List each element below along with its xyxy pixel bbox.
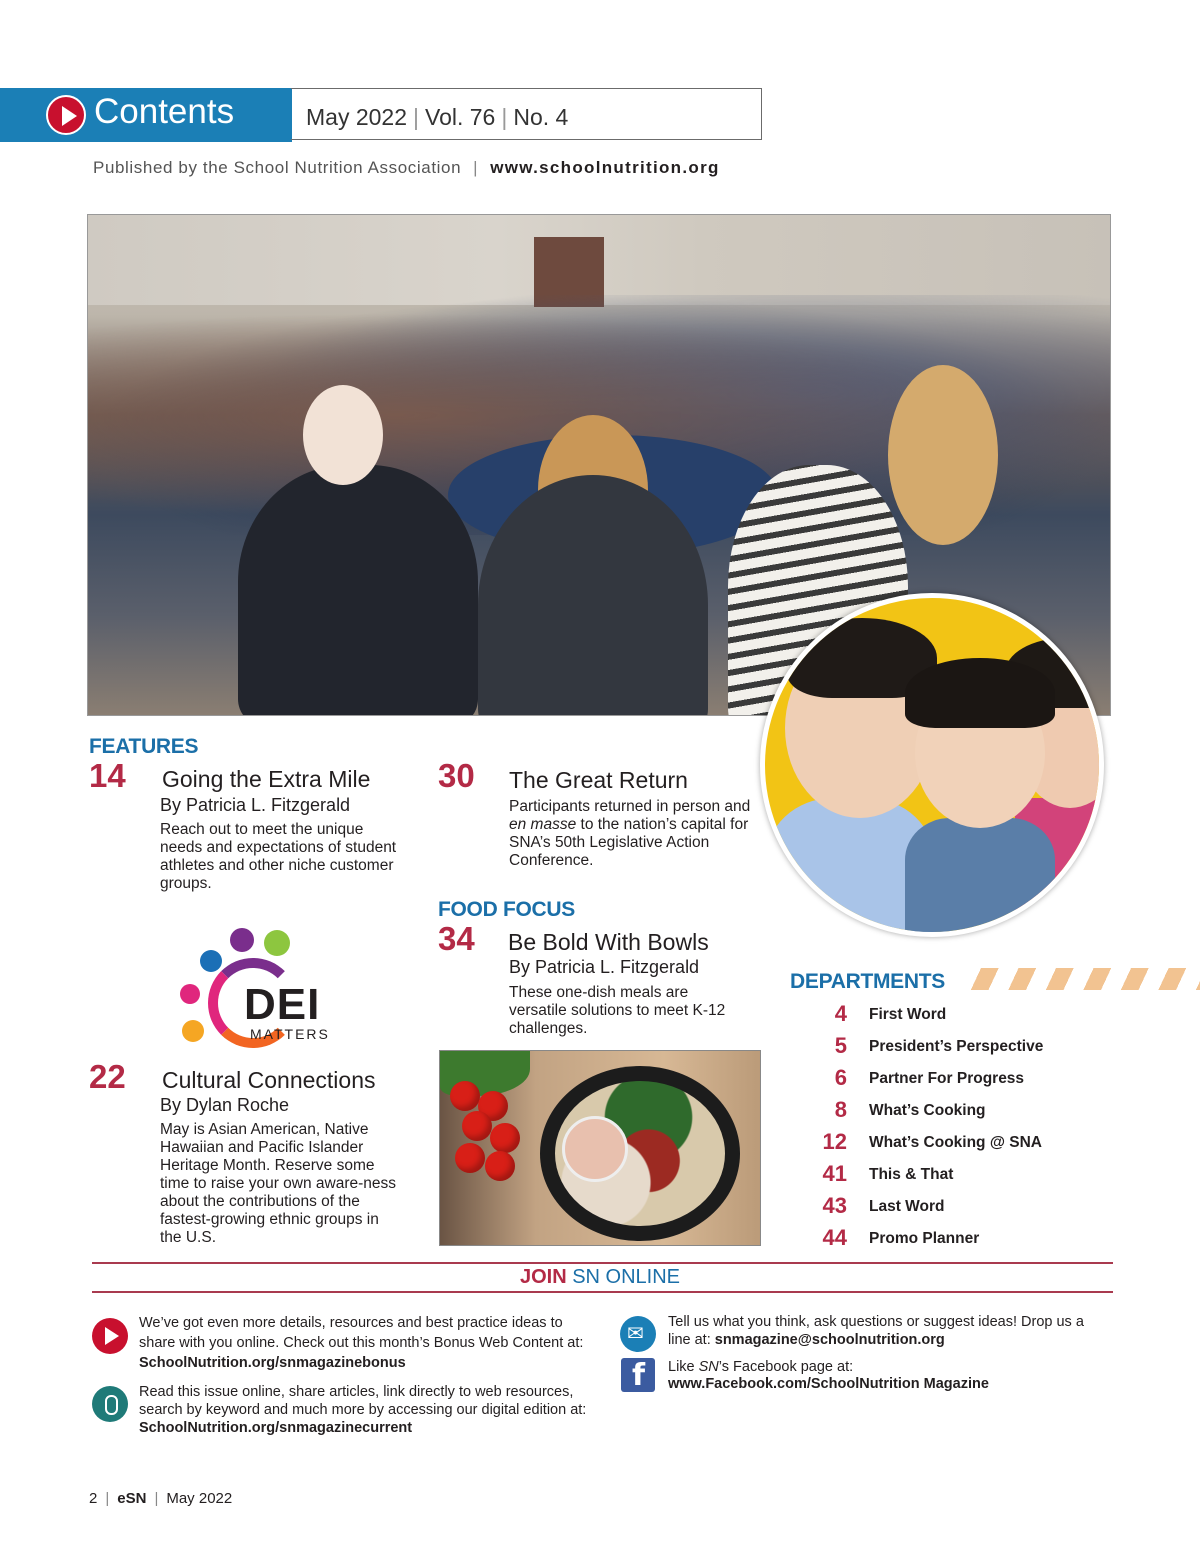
bowl-photo [439,1050,761,1246]
divider-top [92,1262,1113,1264]
food-focus-description: These one-dish meals are versatile solutions to meet K-12 challenges. [509,984,726,1037]
mail-icon [620,1316,656,1352]
issue-info: May 2022 | Vol. 76 | No. 4 [306,104,569,130]
feature-page-number: 22 [89,1058,126,1095]
publisher: Published by the School Nutrition Association [93,158,462,177]
department-item[interactable]: Promo Planner [869,1230,980,1247]
facebook-icon [621,1358,655,1392]
feature-page-number: 14 [89,757,126,794]
dei-logo-subtext: MATTERS [250,1026,330,1042]
department-page-number: 8 [834,1097,847,1122]
features-heading: FEATURES [89,735,199,758]
decorative-stripes [970,968,1200,990]
bonus-url-link[interactable]: SchoolNutrition.org/snmagazinebonus [139,1355,406,1371]
department-page-number: 12 [822,1129,847,1154]
feature-description: Participants returned in person and en masse to the nation’s capital for SNA’s 50th Legislative Action Conference. [509,798,751,869]
department-item[interactable]: What’s Cooking @ SNA [869,1134,1042,1151]
department-item[interactable]: This & That [869,1166,954,1183]
publisher-line: Published by the School Nutrition Association | www.schoolnutrition.org [93,158,720,177]
facebook-note: Like SN’s Facebook page at: www.Facebook.com/SchoolNutrition Magazine [668,1359,989,1392]
website-link[interactable]: www.schoolnutrition.org [490,158,720,177]
feature-title[interactable]: Going the Extra Mile [162,766,371,792]
page-footer: 2 | eSN | May 2022 [89,1490,233,1507]
food-focus-byline: By Patricia L. Fitzgerald [509,957,700,977]
food-focus-page-number: 34 [438,920,475,957]
department-page-number: 6 [834,1065,847,1090]
feature-byline: By Dylan Roche [160,1095,290,1115]
department-page-number: 4 [834,1001,847,1026]
food-focus-title[interactable]: Be Bold With Bowls [508,929,709,955]
digital-url-link[interactable]: SchoolNutrition.org/snmagazinecurrent [139,1420,413,1436]
department-item[interactable]: First Word [869,1006,947,1023]
play-icon [92,1318,128,1354]
dei-matters-logo [178,924,338,1056]
issue-number: No. 4 [513,104,569,130]
department-item[interactable]: What’s Cooking [869,1102,986,1119]
department-page-number: 43 [822,1193,847,1218]
digital-edition-note: Read this issue online, share articles, link directly to web resources, search by keyword and much more by accessing our digital edition at: SchoolNutrition.org/snmagazinecurrent [139,1384,587,1436]
feature-page-number: 30 [438,757,475,794]
department-item[interactable]: Partner For Progress [869,1070,1025,1087]
email-link[interactable]: snmagazine@schoolnutrition.org [714,1332,945,1348]
page-title: Contents [94,92,235,131]
join-sn-online-heading: JOIN SN ONLINE [519,1266,681,1288]
department-page-number: 5 [834,1033,847,1058]
feature-description: Reach out to meet the unique needs and expectations of student athletes and other niche customer groups. [160,821,397,892]
departments-heading: DEPARTMENTS [790,970,945,993]
footer-date: May 2022 [166,1490,233,1507]
issue-date: May 2022 [306,104,408,130]
dei-logo-text: DEI [244,980,321,1029]
footer-page-number: 2 [89,1490,98,1507]
facebook-link[interactable]: www.Facebook.com/SchoolNutrition Magazine [668,1376,989,1392]
food-focus-heading: FOOD FOCUS [438,898,575,921]
department-item[interactable]: Last Word [869,1198,945,1215]
feature-title[interactable]: Cultural Connections [162,1067,376,1093]
feature-byline: By Patricia L. Fitzgerald [160,795,351,815]
play-icon [46,95,86,135]
divider-bottom [92,1291,1113,1293]
children-photo [760,593,1104,937]
department-page-number: 44 [822,1225,847,1250]
mouse-icon [92,1386,128,1422]
department-item[interactable]: President’s Perspective [869,1038,1044,1055]
feature-title[interactable]: The Great Return [509,767,688,793]
footer-magazine: eSN [117,1490,147,1507]
bonus-content-note: We’ve got even more details, resources and best practice ideas to share with you online. Check out this month’s Bonus Web Content at: SchoolNutrition.org/snmagazinebonus [139,1315,584,1371]
feature-description: May is Asian American, Native Hawaiian and Pacific Islander Heritage Month. Reserve some time to raise your own aware-ness about the contributions of the fastest-growing ethnic groups in the U.S. [160,1121,397,1246]
email-note: Tell us what you think, ask questions or suggest ideas! Drop us a line at: snmagazine@schoolnutrition.org [668,1314,1084,1348]
issue-volume: Vol. 76 [425,104,496,130]
department-page-number: 41 [822,1161,847,1186]
